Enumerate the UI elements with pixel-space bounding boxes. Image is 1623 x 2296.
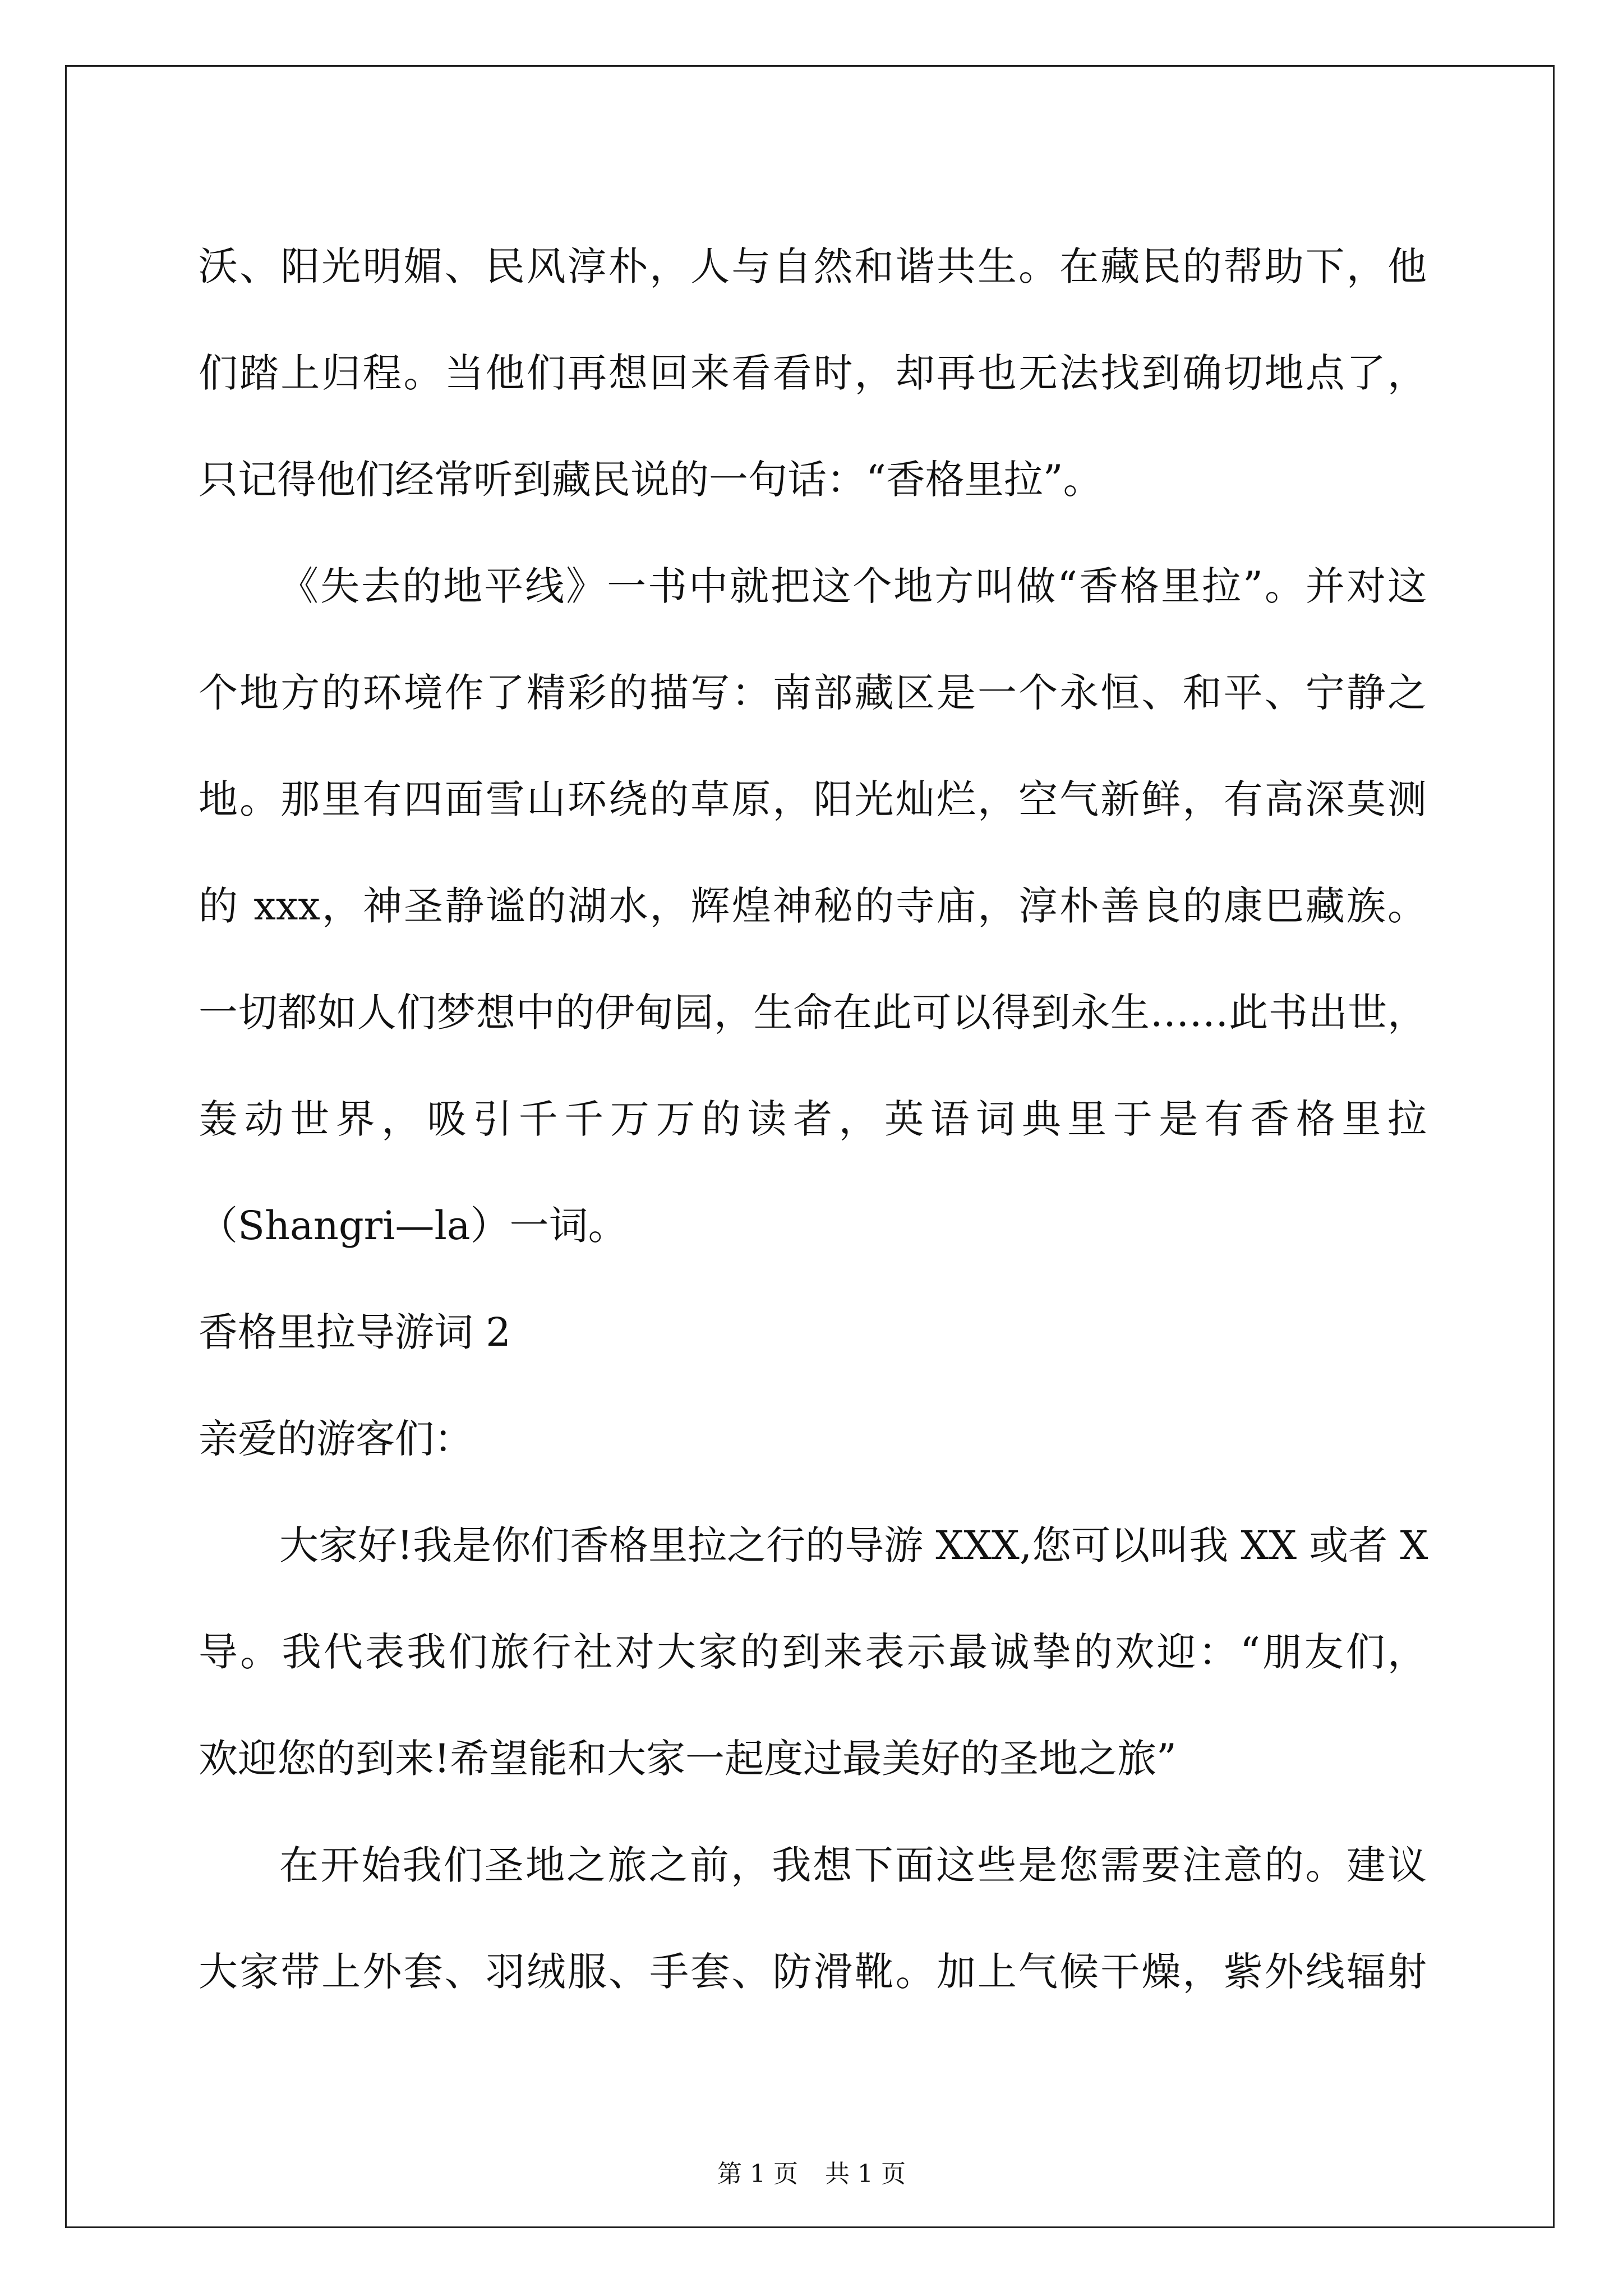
text-line: 导。我代表我们旅行社对大家的到来表示最诚挚的欢迎：“朋友们，: [199, 1629, 1427, 1675]
text-line: 的 xxx，神圣静谧的湖水，辉煌神秘的寺庙，淳朴善良的康巴藏族。: [199, 883, 1427, 929]
text-line: 大家好!我是你们香格里拉之行的导游 XXX,您可以叫我 XX 或者 X: [279, 1522, 1428, 1568]
text-line: 们踏上归程。当他们再想回来看看时，却再也无法找到确切地点了，: [199, 350, 1427, 396]
document-body: [199, 213, 1427, 2025]
section-heading: 香格里拉导游词 2: [199, 1309, 511, 1355]
text-line: 《失去的地平线》一书中就把这个地方叫做“香格里拉”。并对这: [279, 563, 1427, 609]
page-total: 共 1 页: [825, 2160, 906, 2188]
page-number: 第 1 页: [717, 2160, 798, 2188]
text-line: 轰动世界，吸引千千万万的读者，英语词典里于是有香格里拉: [199, 1096, 1427, 1142]
text-line: 大家带上外套、羽绒服、手套、防滑靴。加上气候干燥，紫外线辐射: [199, 1949, 1427, 1995]
text-line: 个地方的环境作了精彩的描写：南部藏区是一个永恒、和平、宁静之: [199, 670, 1427, 716]
text-line: 沃、阳光明媚、民风淳朴，人与自然和谐共生。在藏民的帮助下，他: [199, 243, 1427, 289]
text-line: （Shangri—la）一词。: [199, 1203, 628, 1249]
text-line: 在开始我们圣地之旅之前，我想下面这些是您需要注意的。建议: [279, 1842, 1427, 1888]
text-line: 欢迎您的到来!希望能和大家一起度过最美好的圣地之旅”: [199, 1736, 1177, 1782]
text-line: 一切都如人们梦想中的伊甸园，生命在此可以得到永生……此书出世，: [199, 990, 1427, 1036]
text-line: 地。那里有四面雪山环绕的草原，阳光灿烂，空气新鲜，有高深莫测: [199, 776, 1427, 822]
text-line: 只记得他们经常听到藏民说的一句话：“香格里拉”。: [199, 457, 1103, 503]
salutation: 亲爱的游客们：: [199, 1416, 473, 1462]
page-footer: [0, 2157, 1623, 2191]
